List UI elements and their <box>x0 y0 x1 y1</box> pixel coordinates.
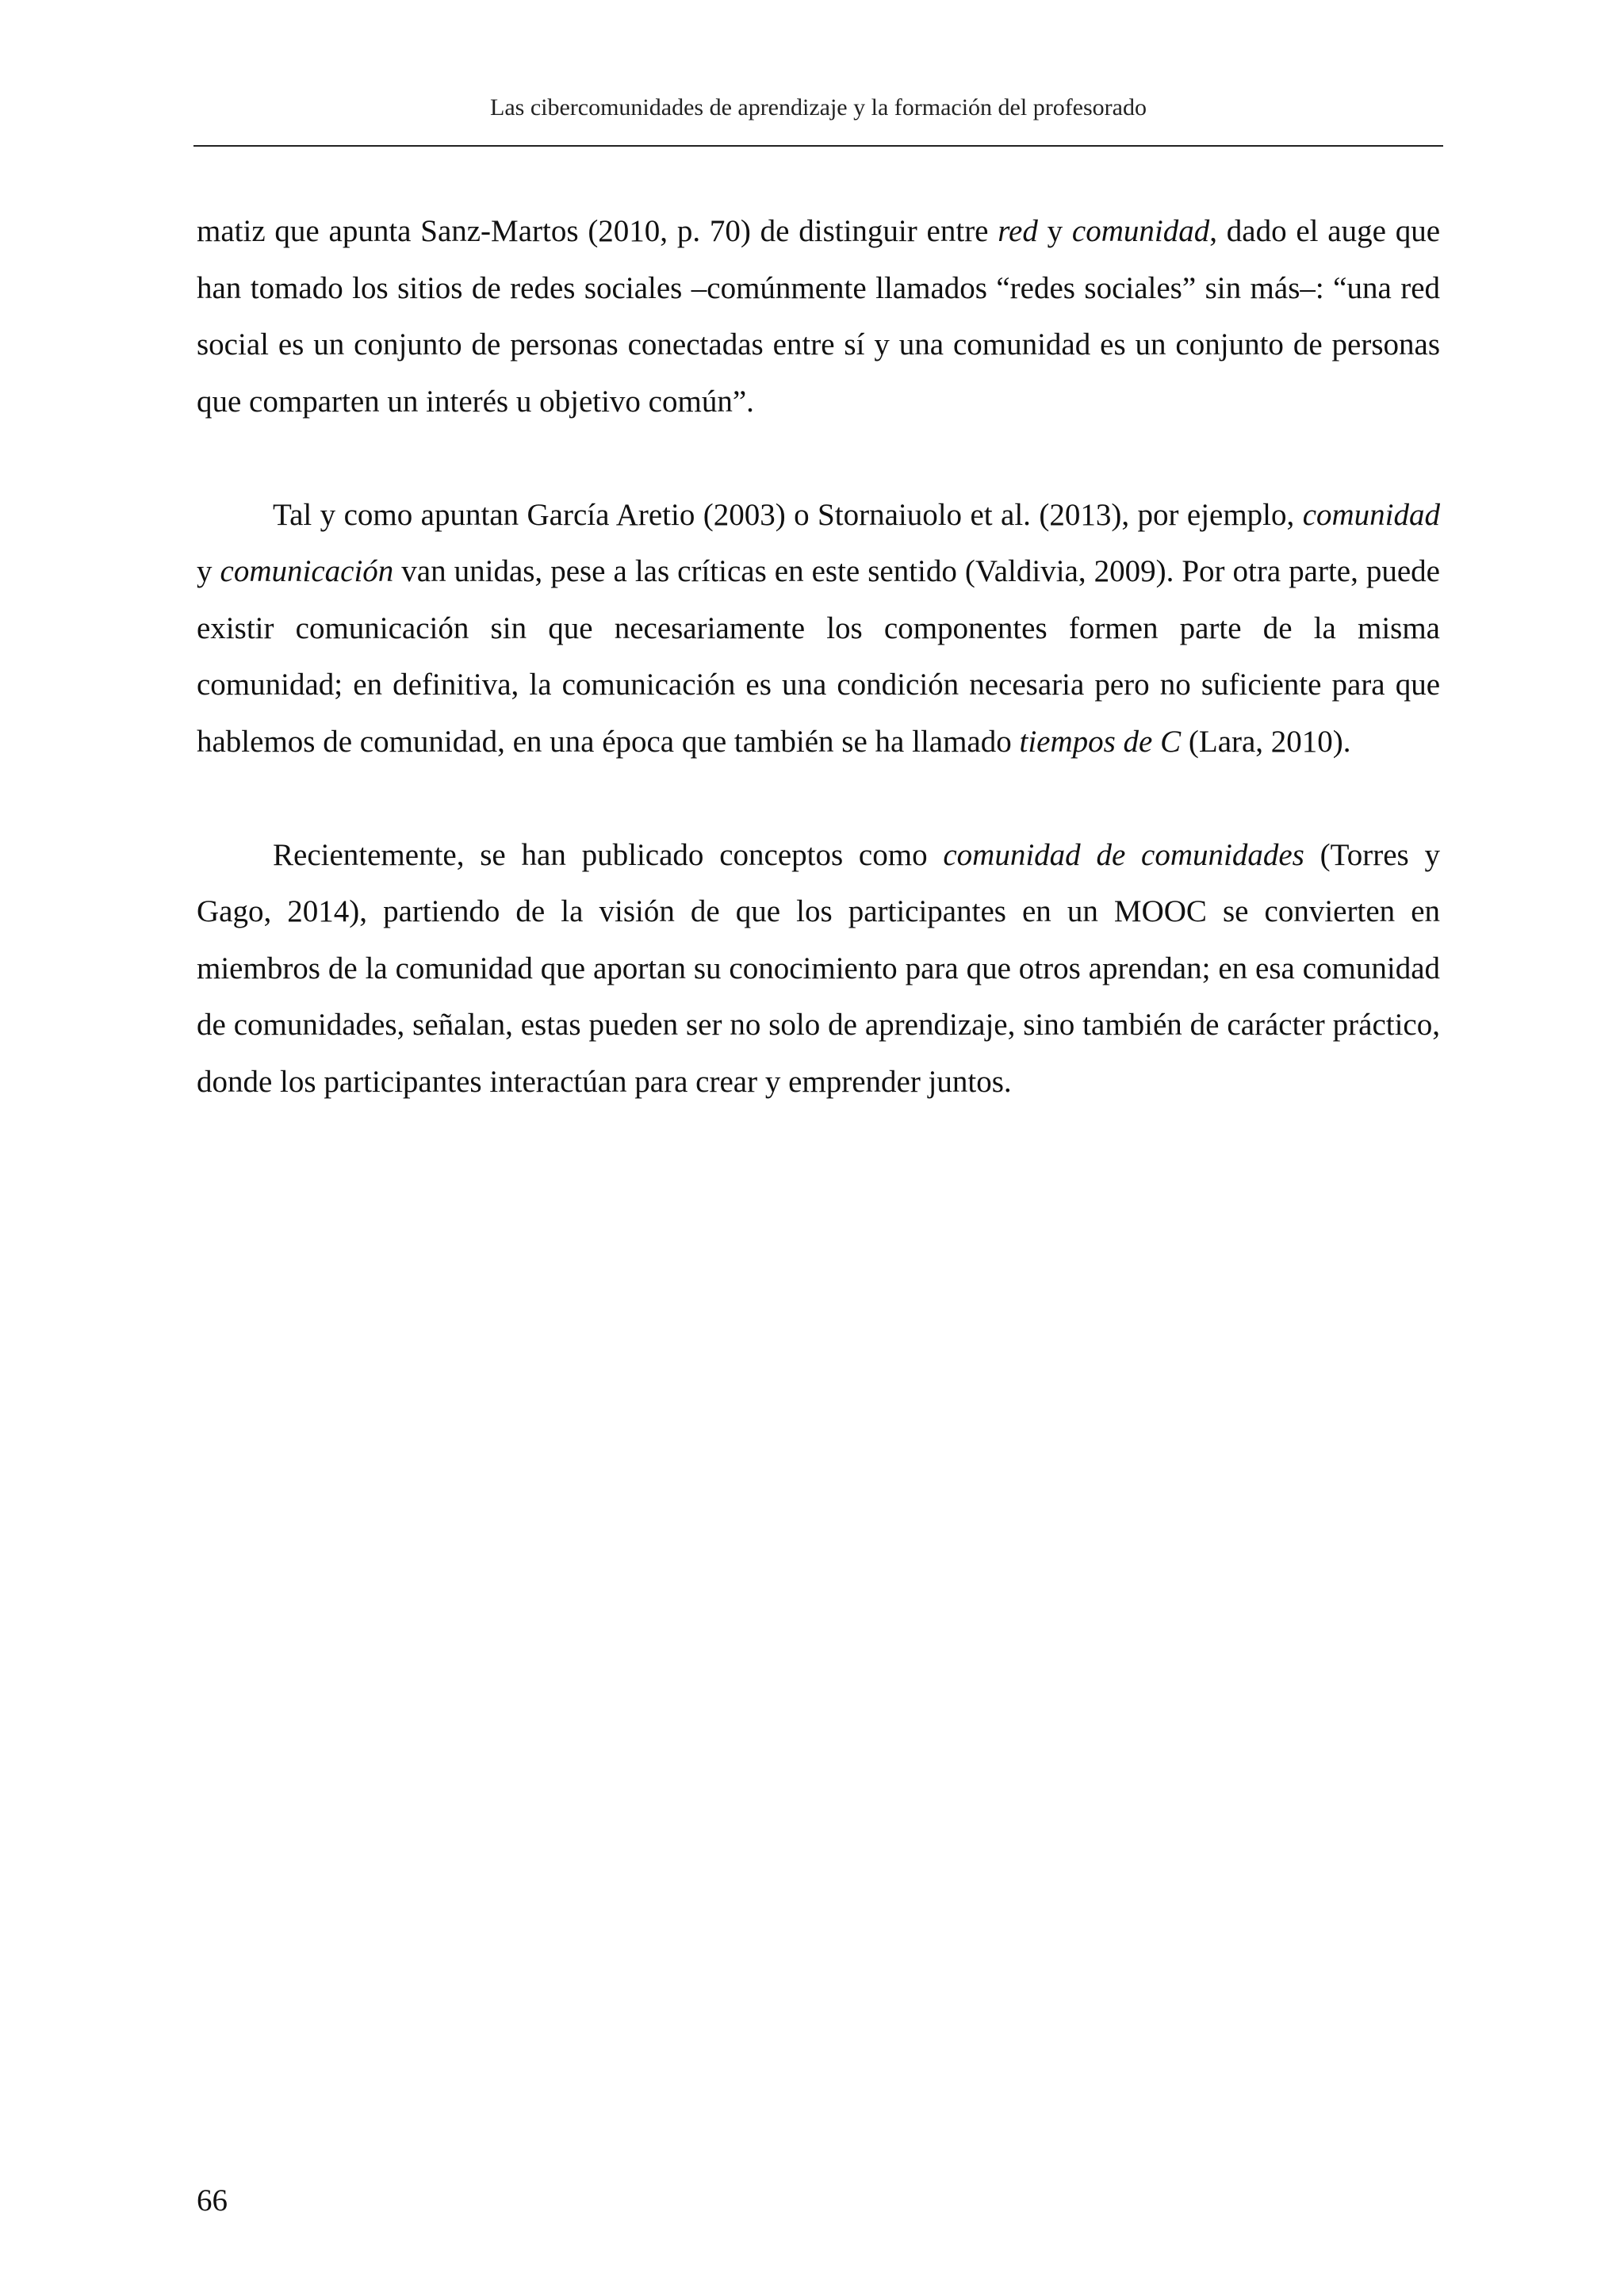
page-number: 66 <box>197 2183 228 2218</box>
italic-run: comunidad <box>1071 214 1210 248</box>
italic-run: comunicación <box>220 554 394 588</box>
text-run: matiz que apunta Sanz-Martos (2010, p. 70) de distinguir entre <box>197 214 998 248</box>
text-run: (Lara, 2010). <box>1181 724 1351 759</box>
header-rule <box>193 145 1443 147</box>
running-header: Las cibercomunidades de aprendizaje y la formación del profesorado <box>490 94 1147 121</box>
paragraph-2 <box>197 487 1440 771</box>
text-run: Tal y como apuntan García Aretio (2003) o Stornaiuolo et al. (2013), por ejemplo, <box>273 497 1303 532</box>
text-run: y <box>1037 214 1072 248</box>
paragraph-1 <box>197 203 1440 430</box>
body-text <box>197 203 1440 1110</box>
italic-run: comunidad <box>1302 497 1440 532</box>
text-run: , dado el auge que han tomado los sitios de redes sociales –comúnmente llamados “redes sociales” sin más–: “una red social es un conjunto de personas conectadas entre sí y una comunidad es un conjunto de personas que comparten un interés u objetivo común”. <box>197 214 1440 419</box>
paragraph-3 <box>197 827 1440 1111</box>
text-run: (Torres y Gago, 2014), partiendo de la visión de que los participantes en un MOOC se convierten en miembros de la comunidad que aportan su conocimiento para que otros aprendan; en esa comunidad de comunidades, señalan, estas pueden ser no solo de aprendizaje, sino también de carácter práctico, donde los participantes interactúan para crear y emprender juntos. <box>197 837 1440 1099</box>
italic-run: comunidad de comunidades <box>943 837 1304 872</box>
text-run: Recientemente, se han publicado conceptos como <box>273 837 944 872</box>
italic-run: tiempos de C <box>1019 724 1182 759</box>
text-run: van unidas, pese a las críticas en este sentido (Valdivia, 2009). Por otra parte, puede existir comunicación sin que necesariamente los componentes formen parte de la misma comunidad; en definitiva, la comunicación es una condición necesaria pero no suficiente para que hablemos de comunidad, en una época que también se ha llamado <box>197 554 1440 759</box>
text-run: y <box>197 554 220 588</box>
italic-run: red <box>998 214 1038 248</box>
